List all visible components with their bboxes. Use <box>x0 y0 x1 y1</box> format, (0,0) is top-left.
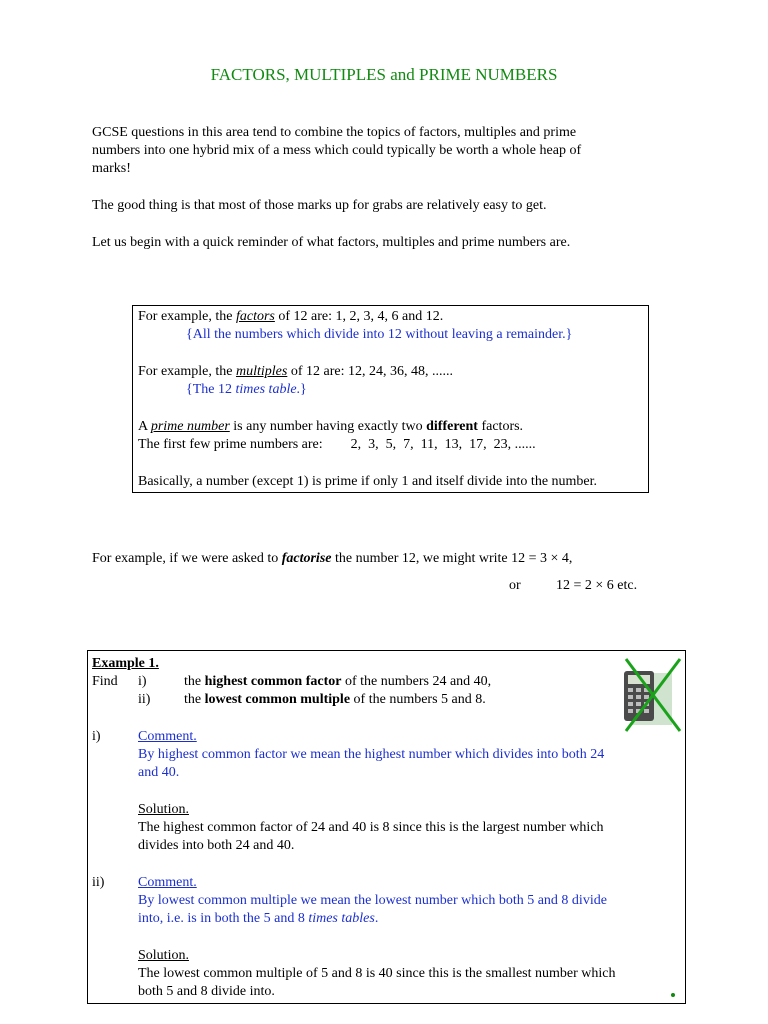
text: For example, the <box>138 309 236 324</box>
crossed-out-calculator-icon <box>618 657 684 735</box>
basically-line: Basically, a number (except 1) is prime if only 1 and itself divide into the number. <box>138 474 598 489</box>
text: the <box>184 692 205 707</box>
multiples-term: multiples <box>235 364 288 379</box>
text: different <box>426 419 478 434</box>
good-thing-paragraph: The good thing is that most of those marks up for grabs are relatively easy to get. <box>92 198 547 213</box>
green-dot-marker <box>671 993 675 997</box>
intro-paragraph <box>92 124 652 178</box>
text: Solution. <box>138 802 189 817</box>
solution-text: both 5 and 8 divide into. <box>138 984 275 999</box>
comment-label <box>138 874 197 892</box>
text: . <box>374 911 379 926</box>
text: of 12 are: 12, 24, 36, 48, ...... <box>287 364 453 379</box>
item-lcm <box>184 691 486 709</box>
comment-text: By lowest common multiple we mean the lowest number which both 5 and 8 divide <box>138 893 607 908</box>
text: Comment. <box>138 875 197 890</box>
solution-text: The highest common factor of 24 and 40 is 8 since this is the largest number which <box>138 820 604 835</box>
text: For example, if we were asked to <box>92 551 282 566</box>
comment-text <box>138 910 378 928</box>
text: .} <box>296 382 307 397</box>
comment-label <box>138 728 197 746</box>
factorise-term: factorise <box>281 551 332 566</box>
page-title: FACTORS, MULTIPLES and PRIME NUMBERS <box>210 65 558 84</box>
item-hcf <box>184 673 491 691</box>
example-box <box>87 650 686 1004</box>
intro-line: numbers into one hybrid mix of a mess which could typically be worth a whole heap of <box>92 143 582 158</box>
item-number: ii) <box>138 692 151 707</box>
text: {The 12 <box>186 382 236 397</box>
comment-text: By highest common factor we mean the highest number which divides into both 24 <box>138 747 605 762</box>
text: of the numbers 5 and 8. <box>350 692 486 707</box>
text: For example, the <box>138 364 236 379</box>
prime-definition <box>138 418 523 436</box>
example-heading <box>92 655 159 673</box>
intro-line: marks! <box>92 161 131 176</box>
multiples-note <box>186 381 307 399</box>
solution-text: divides into both 24 and 40. <box>138 838 295 853</box>
text: of 12 are: 1, 2, 3, 4, 6 and 12. <box>274 309 444 324</box>
find-label: Find <box>92 674 118 689</box>
text: lowest common multiple <box>204 692 351 707</box>
reminder-paragraph: Let us begin with a quick reminder of what factors, multiples and prime numbers are. <box>92 235 571 250</box>
text: of the numbers 24 and 40, <box>341 674 492 689</box>
definitions-box <box>132 305 649 493</box>
solution-label <box>138 801 189 819</box>
text: times tables <box>308 911 375 926</box>
intro-line: GCSE questions in this area tend to combine the topics of factors, multiples and prime <box>92 125 577 140</box>
text: Solution. <box>138 948 189 963</box>
text: highest common factor <box>204 674 342 689</box>
part-ii-label: ii) <box>92 875 105 890</box>
item-number: i) <box>138 674 147 689</box>
prime-list: The first few prime numbers are: 2, 3, 5, 7, 11, 13, 17, 23, ...... <box>138 437 536 452</box>
text: the <box>184 674 205 689</box>
factors-note: {All the numbers which divide into 12 without leaving a remainder.} <box>186 327 573 342</box>
text: is any number having exactly two <box>229 419 427 434</box>
alternative-factorisation: 12 = 2 × 6 etc. <box>556 578 638 593</box>
or-label: or <box>509 578 521 593</box>
solution-label <box>138 947 189 965</box>
solution-text: The lowest common multiple of 5 and 8 is 40 since this is the smallest number which <box>138 966 616 981</box>
text: A <box>138 419 151 434</box>
text: the number 12, we might write 12 = 3 × 4, <box>331 551 573 566</box>
multiples-line <box>138 363 453 381</box>
factorise-line <box>92 550 572 568</box>
text: Comment. <box>138 729 197 744</box>
text: into, i.e. is in both the 5 and 8 <box>138 911 309 926</box>
factors-line <box>138 308 443 326</box>
comment-text: and 40. <box>138 765 180 780</box>
text: factors. <box>477 419 524 434</box>
factors-term: factors <box>235 309 275 324</box>
text: Example 1. <box>92 656 159 671</box>
part-i-label: i) <box>92 729 101 744</box>
prime-term: prime number <box>150 419 230 434</box>
text: times table <box>235 382 297 397</box>
